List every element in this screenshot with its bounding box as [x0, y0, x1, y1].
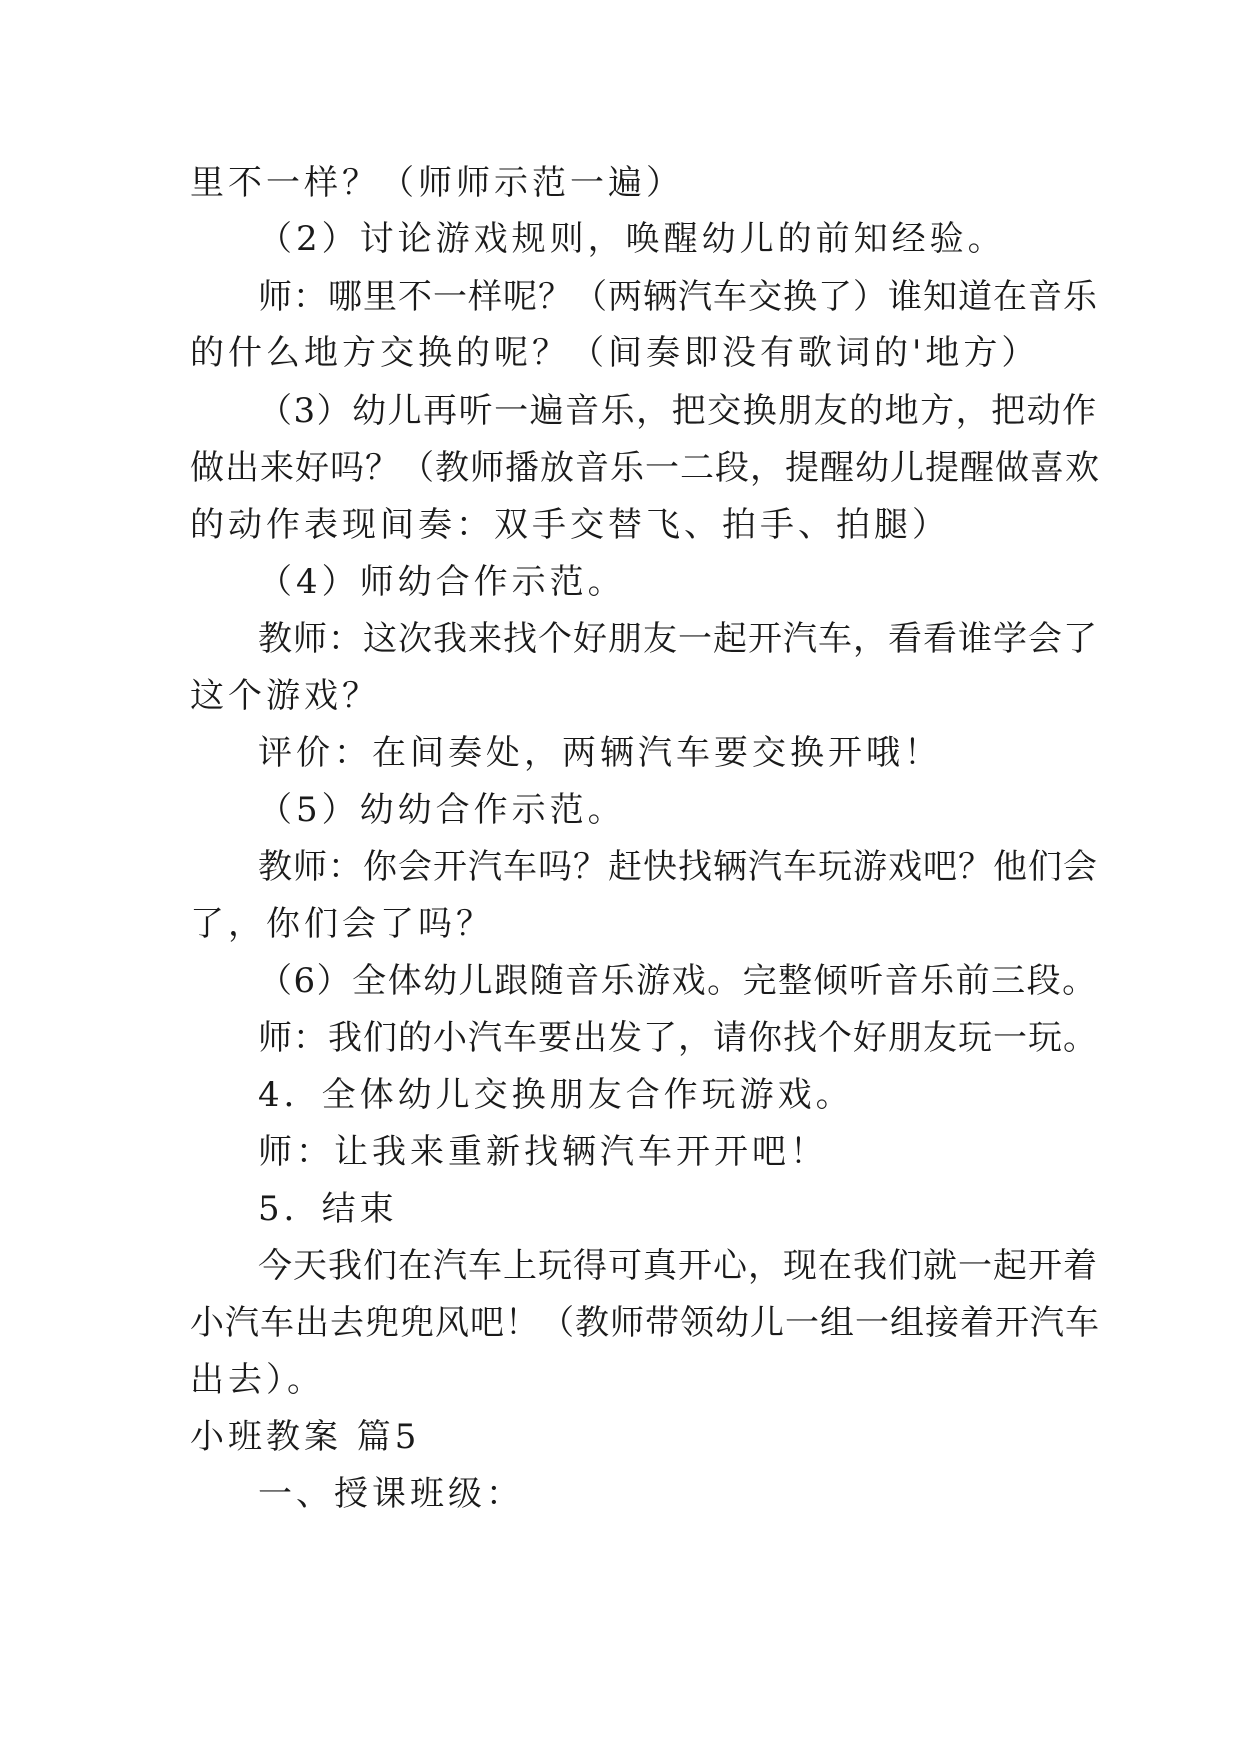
- text-line-20: 今天我们在汽车上玩得可真开心，现在我们就一起开着: [258, 1246, 1098, 1286]
- text-line-18: 师：让我来重新找辆汽车开开吧！: [258, 1132, 828, 1172]
- text-line-24: 一、授课班级：: [258, 1474, 524, 1514]
- text-line-10: 这个游戏？: [190, 676, 380, 716]
- section-heading: 小班教案 篇5: [190, 1417, 421, 1457]
- text-line-9: 教师：这次我来找个好朋友一起开汽车，看看谁学会了: [258, 619, 1098, 659]
- text-line-2: （2）讨论游戏规则，唤醒幼儿的前知经验。: [258, 219, 1006, 259]
- text-line-14: 了，你们会了吗？: [190, 904, 494, 944]
- text-line-16: 师：我们的小汽车要出发了，请你找个好朋友玩一玩。: [258, 1018, 1098, 1058]
- text-line-5: （3）幼儿再听一遍音乐，把交换朋友的地方，把动作: [258, 391, 1098, 431]
- text-line-1: 里不一样？（师师示范一遍）: [190, 163, 684, 203]
- text-line-6: 做出来好吗？（教师播放音乐一二段，提醒幼儿提醒做喜欢: [190, 448, 1100, 488]
- text-line-12: （5）幼幼合作示范。: [258, 790, 626, 830]
- text-line-13: 教师：你会开汽车吗？赶快找辆汽车玩游戏吧？他们会: [258, 847, 1098, 887]
- text-line-22: 出去）。: [190, 1360, 325, 1400]
- text-line-19: 5．结束: [258, 1189, 398, 1229]
- text-line-21: 小汽车出去兜兜风吧！（教师带领幼儿一组一组接着开汽车: [190, 1303, 1100, 1343]
- text-line-4: 的什么地方交换的呢？（间奏即没有歌词的'地方）: [190, 333, 1040, 373]
- text-line-15: （6）全体幼儿跟随音乐游戏。完整倾听音乐前三段。: [258, 961, 1098, 1001]
- text-line-8: （4）师幼合作示范。: [258, 562, 626, 602]
- text-line-11: 评价：在间奏处，两辆汽车要交换开哦！: [258, 733, 942, 773]
- text-line-7: 的动作表现间奏：双手交替飞、拍手、拍腿）: [190, 505, 950, 545]
- text-line-3: 师：哪里不一样呢？（两辆汽车交换了）谁知道在音乐: [258, 277, 1098, 317]
- text-line-17: 4．全体幼儿交换朋友合作玩游戏。: [258, 1075, 854, 1115]
